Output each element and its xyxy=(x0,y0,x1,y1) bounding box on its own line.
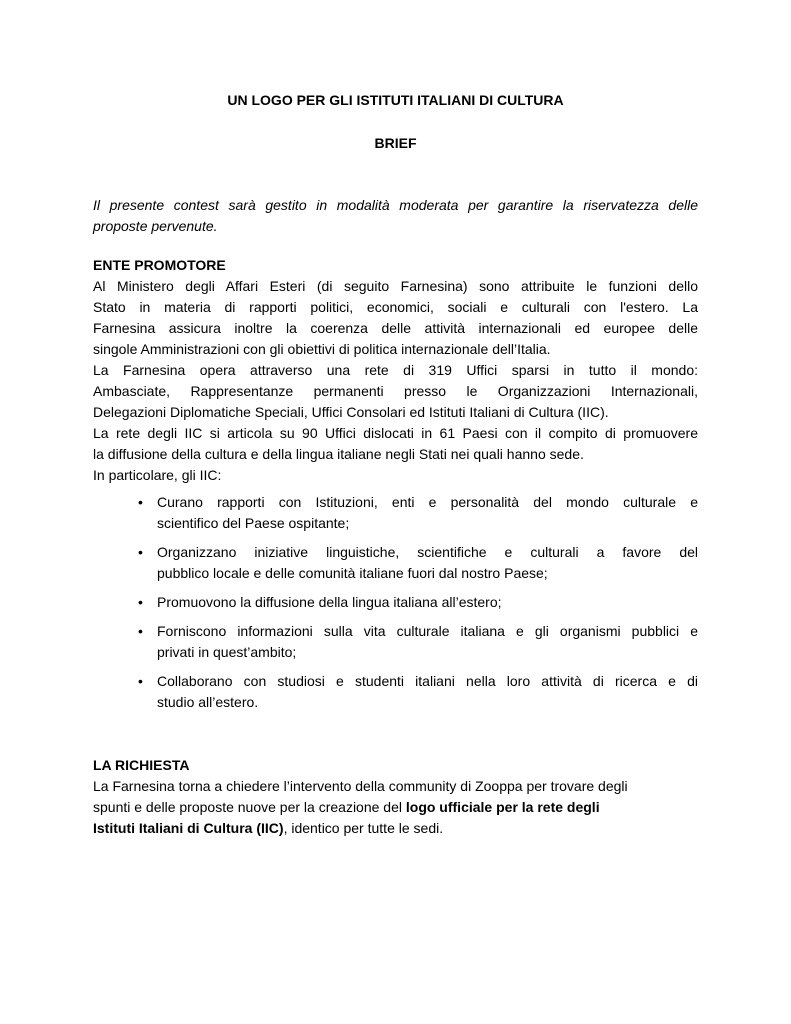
text-line xyxy=(93,276,698,297)
paragraph xyxy=(93,360,698,423)
text-line xyxy=(157,563,698,584)
text-run: Farnesina assicura inoltre la coerenza delle attività internazionali ed europee delle xyxy=(93,320,698,336)
text-line xyxy=(157,542,698,563)
section-heading: LA RICHIESTA xyxy=(93,757,190,773)
text-run: Al Ministero degli Affari Esteri (di seguito Farnesina) sono attribuite le funzioni dello xyxy=(93,278,698,294)
text-line xyxy=(93,444,698,465)
final-paragraph xyxy=(93,776,698,839)
text-line xyxy=(157,642,698,663)
text-run: Delegazioni Diplomatiche Speciali, Uffici Consolari ed Istituti Italiani di Cultura (IIC). xyxy=(93,404,609,420)
text-line xyxy=(157,671,698,692)
text-run: Collaborano con studiosi e studenti italiani nella loro attività di ricerca e di xyxy=(157,673,698,689)
text-run: la diffusione della cultura e della lingua italiane negli Stati nei quali hanno sede. xyxy=(93,446,584,462)
bullet-marker-icon: • xyxy=(138,673,143,689)
text-run: studio all’estero. xyxy=(157,694,259,710)
text-run: proposte pervenute. xyxy=(93,218,218,234)
bullet-item xyxy=(93,621,698,663)
text-run: In particolare, gli IIC: xyxy=(93,467,222,483)
text-line xyxy=(93,465,698,486)
text-run: pubblico locale e delle comunità italiane fuori dal nostro Paese; xyxy=(157,565,548,581)
text-line xyxy=(93,776,698,797)
text-run: La Farnesina torna a chiedere l’intervento della community di Zooppa per trovare degli xyxy=(93,778,628,794)
text-line xyxy=(157,692,698,713)
text-run: scientifico del Paese ospitante; xyxy=(157,515,350,531)
paragraph xyxy=(93,276,698,360)
text-line xyxy=(93,216,698,237)
text-line xyxy=(93,423,698,444)
text-run: singole Amministrazioni con gli obiettivi di politica internazionale dell’Italia. xyxy=(93,341,551,357)
bullet-list xyxy=(93,492,698,713)
text-line xyxy=(157,513,698,534)
text-run: Stato in materia di rapporti politici, economici, sociali e culturali con l'estero. La xyxy=(93,299,698,315)
text-run: , identico per tutte le sedi. xyxy=(283,820,444,836)
text-run: Organizzano iniziative linguistiche, scientifiche e culturali a favore del xyxy=(157,544,698,560)
bullet-marker-icon: • xyxy=(138,544,143,560)
text-run: Il presente contest sarà gestito in modalità moderata per garantire la riservatezza delle xyxy=(93,197,698,213)
text-line xyxy=(157,621,698,642)
bullet-marker-icon: • xyxy=(138,623,143,639)
text-line xyxy=(93,797,698,818)
text-line xyxy=(157,592,698,613)
intro-paragraph xyxy=(93,195,698,237)
text-run: Promuovono la diffusione della lingua italiana all’estero; xyxy=(157,594,502,610)
text-line xyxy=(93,339,698,360)
section-la-richiesta xyxy=(93,755,698,839)
bullet-marker-icon: • xyxy=(138,594,143,610)
bullet-marker-icon: • xyxy=(138,494,143,510)
text-run: Forniscono informazioni sulla vita culturale italiana e gli organismi pubblici e xyxy=(157,623,698,639)
text-line xyxy=(93,297,698,318)
text-run: Curano rapporti con Istituzioni, enti e personalità del mondo culturale e xyxy=(157,494,698,510)
document-subtitle: BRIEF xyxy=(374,135,417,151)
bullet-item xyxy=(93,592,698,613)
text-line xyxy=(157,492,698,513)
bullet-item xyxy=(93,671,698,713)
text-run: spunti e delle proposte nuove per la creazione del xyxy=(93,799,406,815)
bold-text-run: Istituti Italiani di Cultura (IIC) xyxy=(93,820,284,836)
text-run: privati in quest’ambito; xyxy=(157,644,297,660)
text-line xyxy=(93,195,698,216)
text-run: La Farnesina opera attraverso una rete di 319 Uffici sparsi in tutto il mondo: xyxy=(93,362,698,378)
text-line xyxy=(93,318,698,339)
section-heading: ENTE PROMOTORE xyxy=(93,257,226,273)
document-title: UN LOGO PER GLI ISTITUTI ITALIANI DI CULTURA xyxy=(227,92,564,108)
text-run: La rete degli IIC si articola su 90 Uffici dislocati in 61 Paesi con il compito di promuovere xyxy=(93,425,698,441)
text-line xyxy=(93,818,698,839)
text-line xyxy=(93,360,698,381)
paragraph xyxy=(93,465,698,486)
bold-text-run: logo ufficiale per la rete degli xyxy=(405,799,600,815)
text-line xyxy=(93,381,698,402)
text-line xyxy=(93,402,698,423)
section-ente-promotore xyxy=(93,255,698,713)
paragraph xyxy=(93,423,698,465)
bullet-item xyxy=(93,492,698,534)
bullet-item xyxy=(93,542,698,584)
text-run: Ambasciate, Rappresentanze permanenti presso le Organizzazioni Internazionali, xyxy=(93,383,698,399)
